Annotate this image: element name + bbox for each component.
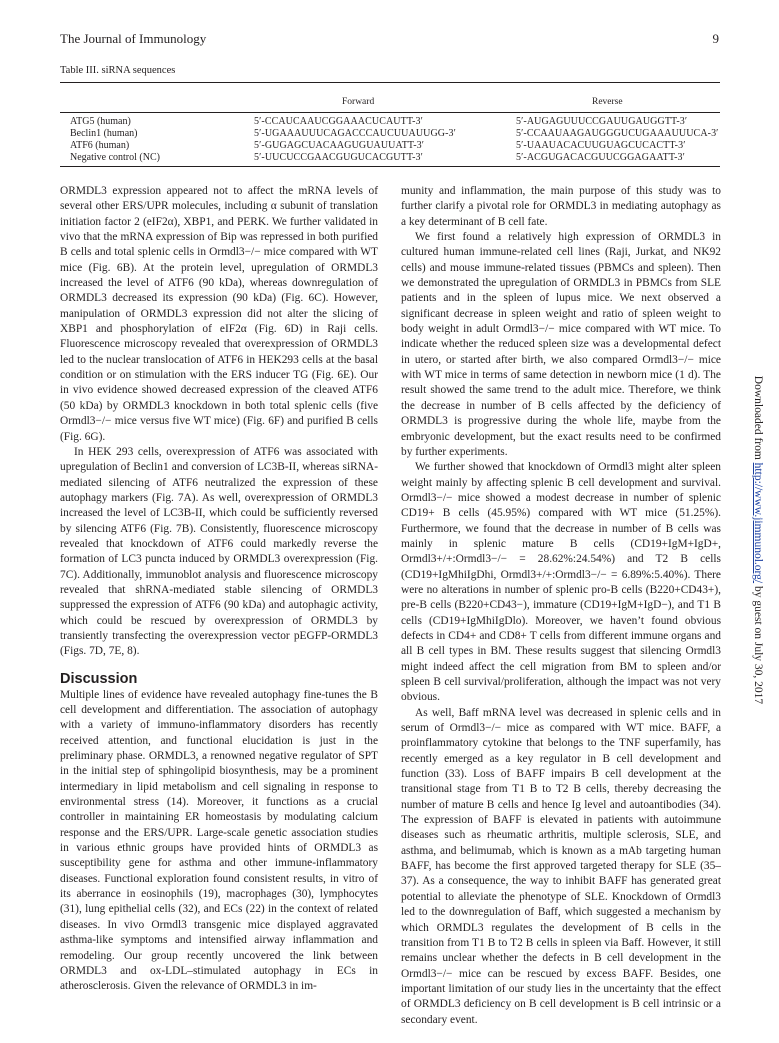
paragraph: As well, Baff mRNA level was decreased in splenic cells and in serum of Ormdl3−/− mice as compared with WT mice. BAFF, a proinflammatory cytokine that belongs to the TNF superfamily, has recently emerged as a key regulator in B cell development and function (33). Loss of BAFF impairs B cell development at the transitional stage from T1 B to T2 B cells, thereby decreasing the number of mature B cells and hence Ig level and autoantibodies (34). The expression of BAFF is elevated in patients with autoimmune diseases such as rheumatic arthritis, multiple sclerosis, SLE, and asthma, and belimumab, which is known as a mAb targeting human BAFF, has become the first approved targeted therapy for SLE (35–37). As a consequence, the way to inhibit BAFF has generated great potential to alleviate the phenotype of SLE. Knockdown of Ormdl3 led to the downregulation of Baff, which suggested a mechanism by which ORMDL3 regulates the development of B cells in the transition from T1 B to T2 B cells in spleen via Baff. However, it still remains unclear whether the defects in B cell development in the Ormdl3−/− mice can be rescued by excess BAFF. Besides, one important limitation of our study lies in the uncertainty that the effect of ORMDL3 deficiency on B cell development is B cell intrinsic or a secondary event. (401, 706, 721, 1026)
download-notice-prefix: Downloaded from (752, 375, 764, 463)
table-cell-reverse: 5′-CCAAUAAGAUGGGUCUGAAAUUUCA-3′ (516, 128, 719, 139)
table-cell-forward: 5′-GUGAGCUACAAGUGUAUUATT-3′ (254, 140, 425, 151)
paragraph: Multiple lines of evidence have revealed autophagy fine-tunes the B cell development and differentiation. The association of autophagy with a variety of immuno-inflammatory disorders has recently received attention, and functional elucidation is just in the preliminary phase. ORMDL3, a renowned negative regulator of SPT in the initial step of sphingolipid biosynthesis, may be a prominent intermediary in lipid metabolism and cell signaling in response to environmental stress (14). Moreover, it functions as a crucial controller in maintaining ER homeostasis by modulating calcium response and the ERS/UPR. Large-scale genetic association studies in various ethnic groups have provided hints of ORMDL3 as susceptibility gene for asthma and other immune-inflammatory diseases. Functional exploration found consistent results, in vitro of its aberrance in eosinophils (19), macrophages (30), lymphocytes (31), lung epithelial cells (32), and ECs (22) in the context of related diseases. In vivo Ormdl3 transgenic mice displayed aggravated asthma-like symptoms and intensified airway inflammation and remodeling. Our group recently uncovered the link between ORMDL3 and ox-LDL–stimulated autophagy in ECs in atherosclerosis. Given the relevance of ORMDL3 in im- (60, 688, 378, 993)
paragraph: We further showed that knockdown of Ormdl3 might alter spleen weight mainly by affecting splenic B cell development and survival. Ormdl3−/− mice showed a modest decrease in number of splenic CD19+ B cells (45.95%) compared with WT mice (51.25%). Furthermore, we found that the decrease in number of B cells was mainly in splenic mature B cells (CD19+IgM+IgD+, Ormdl3+/+:Ormdl3−/− = 28.62%:24.54%) and T2 B cells (CD19+IgMhiIgDhi, Ormdl3+/+:Ormdl3−/− = 6.89%:5.40%). There were no alterations in number of splenic pro-B cells (B220+CD43+), pre-B cells (B220+CD43−), immature (CD19+IgM+IgD−), and T1 B cells (CD19+IgMhiIgDlo). Moreover, we haven’t found obvious defects in CD4+ and CD8+ T cells from different immune organs and all B cell types in BM. These results suggest that silencing Ormdl3 might indeed affect the cell migration from BM to spleen and/or spleen B cell survival/proliferation, although the impact was not very obvious. (401, 461, 721, 704)
table-cell-gene: Beclin1 (human) (70, 128, 138, 139)
paragraph: In HEK 293 cells, overexpression of ATF6 was associated with upregulation of Beclin1 and conversion of LC3B-II, whereas siRNA-mediated silencing of ATF6 neutralized the expression of these autophagy markers (Fig. 7A). As well, overexpression of ORMDL3 increased the level of LC3B-II, which could be sufficiently reversed by silencing ATF6 (Fig. 7B). Consistently, fluorescence microscopy revealed that knockdown of ATF6 could markedly reverse the formation of LC3 puncta induced by ORMDL3 overexpression (Fig. 7C). Additionally, immunoblot analysis and fluorescence microscopy revealed that shRNA-mediated stable silencing of ORMDL3 suppressed the expression of ATF6 (90 kDa) and autophagic activity, which could be rescued by overexpression of ORMDL3 by transiently transfecting the overexpression vector pEGFP-ORMDL3 (Figs. 7D, 7E, 8). (60, 445, 378, 658)
table-row (60, 116, 720, 128)
paragraph: We first found a relatively high expression of ORMDL3 in cultured human immune-related cell lines (Raji, Jurkat, and NK92 cells) and mouse immune-related tissues (PBMCs and spleen). Then we demonstrated the upregulation of ORMDL3 in PBMCs from SLE patients and in the spleen of lupus mice. We next observed a significant decrease in spleen weight and ratio of spleen weight to body weight in adult Ormdl3−/− mice compared with WT mice. To indicate whether the reduced spleen size was a developmental defect in utero, or started after birth, we also compared Ormdl3−/− mice with WT mice in terms of same detection in newborn mice (1 d). The result showed the same trend to the adult mice. Therefore, we think the decrease in number of B cells affected by the deficiency of ORMDL3 is progressive during the whole life, maybe from the embryonic development, but the exact results need to be confirmed by further experiments. (401, 231, 721, 458)
paragraph: ORMDL3 expression appeared not to affect the mRNA levels of several other ERS/UPR molecules, including α subunit of translation initiation factor 2 (eIF2α), XBP1, and PERK. We further validated in vivo that the mRNA expression of Bip was repressed in both purified B cells and total splenic cells in Ormdl3−/− mice compared with WT mice (Fig. 6B). At the protein level, upregulation of ORMDL3 increased the level of ATF6 (90 kDa), whereas downregulation of ORMDL3 decreased its expression (90 kDa) (Fig. 6C). However, manipulation of ORMDL3 expression did not alter the slicing of XBP1 and phosphorylation of eIF2α (Fig. 6D) in Raji cells. Fluorescence microscopy revealed that overexpression of ORMDL3 led to the nuclear translocation of ATF6 in HEK293 cells at the basal condition or on stimulation with the ERS inducer TG (Fig. 6E). Our in vivo evidence showed decreased expression of the cleaved ATF6 (50 kDa) by ORMDL3 knockdown in both total splenic cells (five Ormdl3−/− mice versus five WT mice) (Fig. 6F) and purified B cells (Fig. 6G). (60, 185, 378, 443)
download-notice-text (752, 376, 764, 704)
section-heading-discussion: Discussion (60, 670, 138, 687)
table-cell-reverse: 5′-ACGUGACACGUUCGGAGAATT-3′ (516, 152, 685, 163)
left-column (60, 184, 378, 995)
table-header-rule (60, 112, 720, 113)
table-cell-gene: Negative control (NC) (70, 152, 160, 163)
table-cell-reverse: 5′-UAAUACACUUGUAGCUCACTT-3′ (516, 140, 686, 151)
running-header-journal: The Journal of Immunology (60, 31, 207, 46)
table-cell-reverse: 5′-AUGAGUUUCCGAUUGAUGGTT-3′ (516, 116, 688, 127)
table-cell-gene: ATG5 (human) (70, 116, 131, 127)
table-top-rule (60, 82, 720, 83)
table-header-reverse: Reverse (592, 97, 623, 107)
table-row (60, 140, 720, 152)
table-cell-forward: 5′-UGAAAUUUCAGACCCAUCUUAUUGG-3′ (254, 128, 456, 139)
table-cell-forward: 5′-UUCUCCGAACGUGUCACGUTT-3′ (254, 152, 423, 163)
page-number: 9 (712, 31, 719, 46)
table-cell-forward: 5′-CCAUCAAUCGGAAACUCAUTT-3′ (254, 116, 423, 127)
download-notice (748, 240, 768, 840)
table-bottom-rule (60, 166, 720, 167)
table-header-forward: Forward (342, 97, 375, 107)
table-row (60, 128, 720, 140)
table-caption: Table III. siRNA sequences (60, 65, 176, 76)
paragraph: munity and inflammation, the main purpose of this study was to further clarify a pivotal role for ORMDL3 in mediating autophagy as a key determinant of B cell fate. (401, 185, 721, 228)
table-row (60, 152, 720, 164)
download-notice-suffix: by guest on July 30, 2017 (752, 583, 764, 705)
right-column (401, 184, 721, 1028)
table-cell-gene: ATF6 (human) (70, 140, 130, 151)
journal-link[interactable]: http://www.jimmunol.org/ (752, 462, 764, 584)
